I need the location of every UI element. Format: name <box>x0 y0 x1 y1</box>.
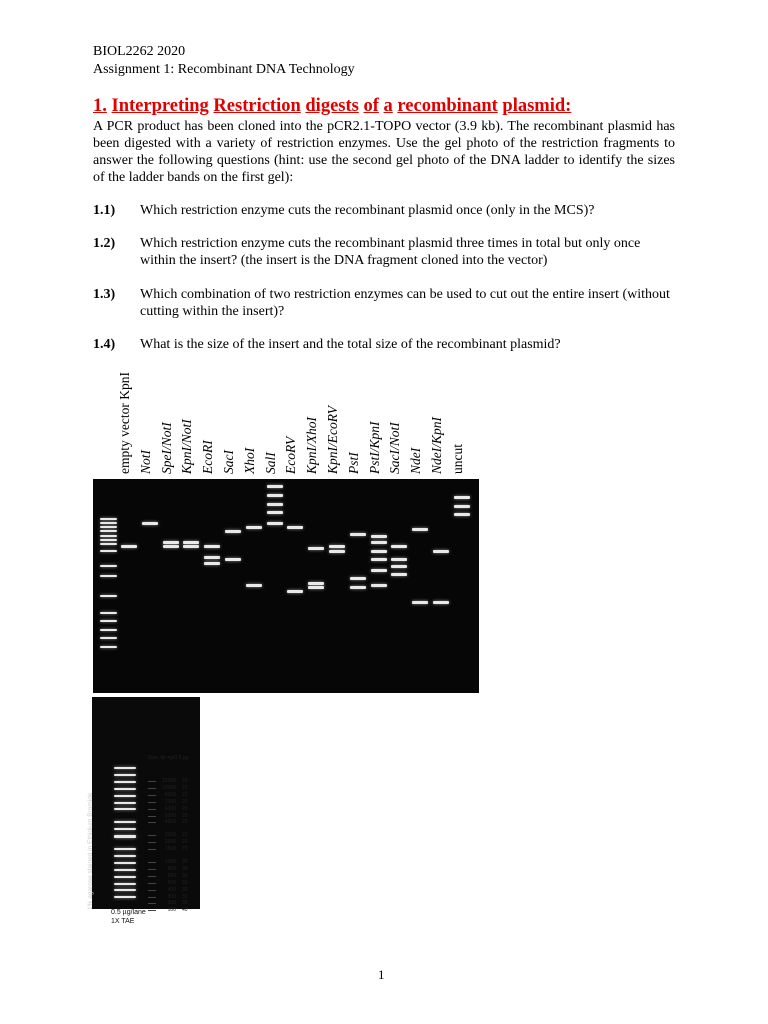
question-text: Which restriction enzyme cuts the recombinant plasmid once (only in the MCS)? <box>140 203 595 218</box>
gel-lane-label: NdeI <box>408 447 424 474</box>
ladder-tick <box>148 822 156 823</box>
gel-stain-label <box>87 700 108 910</box>
ladder-mass: 20 <box>182 778 188 784</box>
gel-lane-label: EcoRV <box>283 436 299 474</box>
ladder-band <box>100 539 117 541</box>
intro-paragraph: A PCR product has been cloned into the pCR2.1-TOPO vector (3.9 kb). The recombinant plasmid has been digested with a variety of restriction enzymes. Use the gel photo of the restriction fragments to answer the following questions (hint: use the second gel photo of the DNA ladder to identify the sizes of the ladder bands on the first gel): <box>93 119 675 185</box>
gel-band <box>183 541 199 544</box>
gel-band <box>350 533 366 536</box>
gel-band <box>267 511 283 514</box>
gel-band <box>391 565 407 568</box>
title-word: of <box>363 96 379 116</box>
gel-band <box>391 573 407 576</box>
ladder-mass: 30 <box>182 879 188 886</box>
question-number: 1.4) <box>93 337 116 352</box>
gel-lane-label: SalI <box>262 452 278 474</box>
ladder-size: 3000 <box>164 832 176 839</box>
ladder-band <box>114 821 136 823</box>
ladder-size: 200 <box>167 900 176 907</box>
ladder-band <box>100 550 117 552</box>
ladder-mass: 20 <box>182 819 188 826</box>
page-number: 1 <box>378 967 385 982</box>
gel-band <box>371 584 387 587</box>
ladder-mass: 30 <box>182 859 188 865</box>
ladder-tick <box>148 788 156 789</box>
gel-band <box>371 569 387 572</box>
ladder-size: 500 <box>167 879 176 886</box>
ladder-band <box>100 620 117 622</box>
ladder-band <box>100 543 117 545</box>
ladder-band <box>100 595 117 597</box>
gel-lane-label: SacI/NotI <box>387 422 403 474</box>
restriction-digest-gel <box>93 479 479 693</box>
gel-band <box>454 513 470 516</box>
ladder-band <box>100 629 117 631</box>
ladder-mass: 30 <box>182 900 188 907</box>
ladder-size: 650 <box>167 872 176 879</box>
question-text: Which combination of two restriction enzymes can be used to cut out the entire insert (without cutting within the insert)? <box>140 287 670 319</box>
ladder-note-buffer: 1X TAE <box>111 918 135 925</box>
gel-band <box>371 550 387 553</box>
ladder-band <box>100 646 117 648</box>
ladder-tick <box>148 903 156 904</box>
ladder-mass: 20 <box>182 805 188 812</box>
ladder-band <box>114 896 136 898</box>
ladder-band <box>114 889 136 891</box>
ladder-band <box>114 828 136 830</box>
ladder-mass: 20 <box>182 832 188 839</box>
ladder-band <box>114 876 136 878</box>
ladder-band <box>114 781 136 783</box>
ladder-tick <box>148 890 156 891</box>
ladder-tick <box>148 842 156 843</box>
gel-lane-label: empty vector KpnI <box>117 372 132 474</box>
ladder-band <box>100 530 117 532</box>
title-word: a <box>383 96 393 116</box>
gel-band <box>454 505 470 508</box>
ladder-size: 850 <box>167 865 176 872</box>
ladder-size: 10000 <box>162 784 176 791</box>
ladder-size: 1500 <box>164 846 176 853</box>
gel-band <box>329 550 345 553</box>
gel-band <box>308 582 324 585</box>
gel-band <box>308 547 324 550</box>
gel-band <box>267 494 283 497</box>
gel-band <box>142 522 158 525</box>
gel-lane-label: PstI <box>345 452 361 474</box>
ladder-tick <box>148 883 156 884</box>
title-word: digests <box>305 96 359 116</box>
ladder-mass: 20 <box>182 784 188 791</box>
gel-band <box>225 558 241 561</box>
gel-lane-label: XhoI <box>241 447 257 474</box>
ladder-band <box>114 795 136 797</box>
ladder-size: 1000 <box>164 859 176 865</box>
gel-band <box>246 584 262 587</box>
ladder-mass: 30 <box>182 872 188 879</box>
question-text: Which restriction enzyme cuts the recombinant plasmid three times in total but only once within the insert? (the insert is the DNA fragment cloned into the vector) <box>140 236 641 268</box>
ladder-mass: 30 <box>182 886 188 893</box>
gel-band <box>204 556 220 559</box>
gel-lane-labels <box>0 0 768 480</box>
gel-lane-label: NdeI/KpnI <box>429 417 444 474</box>
question-number: 1.2) <box>93 236 116 251</box>
gel-lane-label: KpnI/EcoRV <box>325 406 340 474</box>
ladder-band <box>100 575 117 577</box>
gel-band <box>267 485 283 488</box>
ladder-size: 6000 <box>164 805 176 812</box>
ladder-tick <box>148 910 156 911</box>
ladder-band <box>100 518 117 520</box>
gel-band <box>391 545 407 548</box>
ladder-size: 4000 <box>164 819 176 826</box>
assignment-title: Assignment 1: Recombinant DNA Technology <box>93 62 355 77</box>
ladder-size: 15000 <box>162 778 176 784</box>
ladder-band <box>100 526 117 528</box>
gel-band <box>267 503 283 506</box>
title-word: Interpreting <box>111 96 209 116</box>
ladder-band <box>114 848 136 850</box>
gel-lane-label: uncut <box>449 444 465 474</box>
section-number: 1. <box>93 96 107 116</box>
ladder-tick <box>148 809 156 810</box>
ladder-tick <box>148 862 156 863</box>
ladder-size: 100 <box>167 907 176 914</box>
gel-band <box>350 586 366 589</box>
ladder-note-amount: 0.5 µg/lane <box>111 909 146 916</box>
ladder-tick <box>148 816 156 817</box>
question-number: 1.3) <box>93 287 116 302</box>
gel-lane-label: KpnI/NotI <box>179 419 195 474</box>
course-code: BIOL2262 2020 <box>93 44 186 59</box>
gel-band <box>308 586 324 589</box>
gel-band <box>371 558 387 561</box>
ladder-size: 2000 <box>164 839 176 846</box>
ladder-size: 5000 <box>164 812 176 819</box>
ladder-tick <box>148 781 156 782</box>
ladder-size: 400 <box>167 886 176 893</box>
gel-lane-label: PstI/KpnI <box>366 421 382 474</box>
gel-band <box>329 545 345 548</box>
gel-band <box>163 541 179 544</box>
ladder-band <box>114 862 136 864</box>
gel-band <box>287 526 303 529</box>
gel-band <box>433 550 449 553</box>
ladder-tick <box>148 876 156 877</box>
gel-band <box>371 535 387 538</box>
ladder-mass: 20 <box>182 812 188 819</box>
ladder-size: 300 <box>167 893 176 900</box>
ladder-table-header: Size, bp ng/0.5 µg <box>148 755 189 761</box>
ladder-band <box>114 869 136 871</box>
ladder-band <box>114 802 136 804</box>
ladder-tick <box>148 869 156 870</box>
gel-band <box>412 601 428 604</box>
ladder-tick <box>148 849 156 850</box>
ladder-band <box>114 767 136 769</box>
gel-band <box>204 545 220 548</box>
ladder-band <box>114 808 136 810</box>
gel-band <box>287 590 303 593</box>
gel-band <box>204 562 220 565</box>
gel-band <box>183 545 199 548</box>
ladder-note <box>111 908 146 926</box>
gel-lane-label: KpnI/XhoI <box>304 417 320 474</box>
ladder-band <box>100 612 117 614</box>
gel-lane-label: SpeI/NotI <box>158 422 174 474</box>
gel-band <box>412 528 428 531</box>
gel-band <box>163 545 179 548</box>
gel-stain-text: 1% agarose stained in Ethidium Bromide <box>87 792 94 910</box>
ladder-mass: 20 <box>182 839 188 846</box>
gel-band <box>121 545 137 548</box>
ladder-mass: 30 <box>182 893 188 900</box>
ladder-mass: 20 <box>182 798 188 805</box>
gel-band <box>433 601 449 604</box>
ladder-mass: 30 <box>182 865 188 872</box>
ladder-band <box>100 535 117 537</box>
gel-band <box>267 522 283 525</box>
ladder-band <box>114 774 136 776</box>
ladder-band <box>114 835 136 838</box>
gel-band <box>225 530 241 533</box>
title-word: Restriction <box>213 96 301 116</box>
ladder-band <box>114 855 136 857</box>
gel-band <box>391 558 407 561</box>
gel-band <box>350 577 366 580</box>
ladder-band <box>100 522 117 524</box>
ladder-mass: 20 <box>182 791 188 798</box>
gel-lane-label: EcoRI <box>200 440 216 474</box>
ladder-mass: 70 <box>182 846 188 853</box>
ladder-tick <box>148 897 156 898</box>
ladder-tick <box>148 795 156 796</box>
gel-band <box>454 496 470 499</box>
gel-band <box>371 541 387 544</box>
gel-lane-label: NotI <box>137 449 153 474</box>
ladder-band <box>114 883 136 885</box>
ladder-band <box>114 788 136 790</box>
ladder-tick <box>148 835 156 836</box>
question-text: What is the size of the insert and the total size of the recombinant plasmid? <box>140 337 561 352</box>
gel-lane-label: SacI <box>221 450 236 474</box>
question-number: 1.1) <box>93 203 116 218</box>
ladder-band <box>100 637 117 639</box>
ladder-band <box>100 565 117 567</box>
title-word: recombinant <box>397 96 498 116</box>
title-word: plasmid: <box>502 96 572 116</box>
gel-band <box>246 526 262 529</box>
ladder-tick <box>148 802 156 803</box>
ladder-size: 8000 <box>164 791 176 798</box>
ladder-mass: 40 <box>182 907 188 914</box>
ladder-size: 7000 <box>164 798 176 805</box>
